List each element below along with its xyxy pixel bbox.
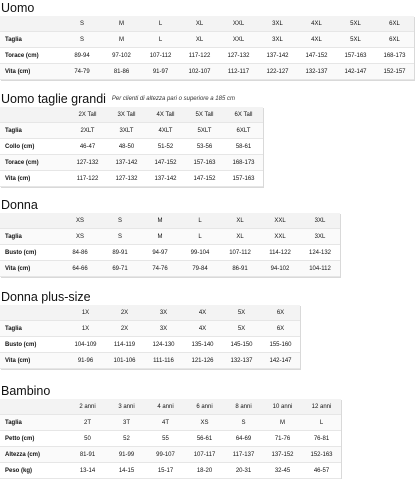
table-cell: 94-102 <box>260 261 300 277</box>
row-label: Torace (cm) <box>0 155 68 171</box>
table-cell: M <box>102 32 141 48</box>
row-label: Vita (cm) <box>0 353 66 369</box>
table-cell: 137-142 <box>107 155 146 171</box>
table-cell: XXL <box>219 32 258 48</box>
table-cell: 127-132 <box>107 171 146 187</box>
row-label: Petto (cm) <box>0 431 68 447</box>
row-label: Peso (kg) <box>0 463 68 479</box>
header-cell: 5X <box>222 305 261 321</box>
header-cell <box>0 305 66 321</box>
table-cell: 3X <box>144 321 183 337</box>
header-cell: 4 anni <box>146 399 185 415</box>
table-cell: S <box>62 32 102 48</box>
size-table-uomo-taglie-grandi <box>0 107 263 187</box>
table-cell: 135-140 <box>183 337 222 353</box>
table-cell: 107-112 <box>141 48 180 64</box>
row-label: Taglia <box>0 415 68 431</box>
header-cell: 12 anni <box>302 399 341 415</box>
section-title-text: Bambino <box>1 384 51 398</box>
table-row <box>0 245 340 261</box>
table-cell: 50 <box>68 431 107 447</box>
table-cell: 69-71 <box>100 261 140 277</box>
table-row <box>0 337 300 353</box>
header-cell: 1X <box>66 305 105 321</box>
size-table-bambino <box>0 399 341 479</box>
table-row <box>0 171 263 187</box>
table-cell: 97-102 <box>102 48 141 64</box>
section-title-text: Uomo <box>1 1 35 15</box>
table-cell: 4XLT <box>146 123 185 139</box>
table-cell: 1X <box>66 321 105 337</box>
header-cell: S <box>100 213 140 229</box>
table-row <box>0 261 340 277</box>
header-cell: 4XL <box>297 16 336 32</box>
header-cell <box>0 399 68 415</box>
table-cell: 53-56 <box>185 139 224 155</box>
table-cell: 81-91 <box>68 447 107 463</box>
table-header-row <box>0 399 341 415</box>
table-row <box>0 32 414 48</box>
table-cell: 84-86 <box>60 245 100 261</box>
table-cell: 6XL <box>375 32 414 48</box>
table-row <box>0 229 340 245</box>
row-label: Taglia <box>0 32 62 48</box>
table-cell: 32-45 <box>263 463 302 479</box>
table-cell: 3XL <box>258 32 297 48</box>
table-row <box>0 64 414 80</box>
table-cell: 117-122 <box>180 48 219 64</box>
row-label: Busto (cm) <box>0 337 66 353</box>
table-cell: 76-81 <box>302 431 341 447</box>
table-cell: 157-163 <box>336 48 375 64</box>
header-cell: 8 anni <box>224 399 263 415</box>
table-cell: 4T <box>146 415 185 431</box>
section-title-donna-plus-size <box>1 290 91 304</box>
table-cell: 5XLT <box>185 123 224 139</box>
row-label: Torace (cm) <box>0 48 62 64</box>
header-cell: 6 anni <box>185 399 224 415</box>
section-note: Per clienti di altezza pari o superiore a 185 cm <box>111 96 235 102</box>
table-cell: 147-152 <box>297 48 336 64</box>
header-cell: 5X Tall <box>185 107 224 123</box>
table-cell: 124-132 <box>300 245 340 261</box>
header-cell: 4X Tall <box>146 107 185 123</box>
table-cell: 114-122 <box>260 245 300 261</box>
table-cell: 81-86 <box>102 64 141 80</box>
header-cell: 3X <box>144 305 183 321</box>
table-row <box>0 353 300 369</box>
row-label: Collo (cm) <box>0 139 68 155</box>
table-cell: 18-20 <box>185 463 224 479</box>
row-label: Taglia <box>0 321 66 337</box>
table-cell: 124-130 <box>144 337 183 353</box>
table-cell: 86-91 <box>220 261 260 277</box>
header-cell: XS <box>60 213 100 229</box>
table-cell: 152-163 <box>302 447 341 463</box>
table-cell: 112-117 <box>219 64 258 80</box>
table-cell: 137-142 <box>258 48 297 64</box>
table-cell: 168-173 <box>224 155 263 171</box>
row-label: Busto (cm) <box>0 245 60 261</box>
table-cell: 13-14 <box>68 463 107 479</box>
header-cell: L <box>180 213 220 229</box>
table-cell: 71-76 <box>263 431 302 447</box>
table-row <box>0 48 414 64</box>
row-label: Altezza (cm) <box>0 447 68 463</box>
header-cell: XXL <box>219 16 258 32</box>
header-cell: 2X Tall <box>68 107 107 123</box>
table-cell: 74-79 <box>62 64 102 80</box>
row-label: Vita (cm) <box>0 171 68 187</box>
table-cell: XL <box>220 229 260 245</box>
table-cell: 142-147 <box>261 353 300 369</box>
table-cell: 137-142 <box>146 171 185 187</box>
table-cell: 15-17 <box>146 463 185 479</box>
size-table-donna <box>0 213 340 277</box>
table-cell: M <box>263 415 302 431</box>
header-cell: XL <box>180 16 219 32</box>
table-row <box>0 463 341 479</box>
table-cell: 117-137 <box>224 447 263 463</box>
table-cell: 91-97 <box>141 64 180 80</box>
table-cell: L <box>180 229 220 245</box>
table-row <box>0 321 300 337</box>
header-cell: 5XL <box>336 16 375 32</box>
table-cell: 142-147 <box>336 64 375 80</box>
table-row <box>0 415 341 431</box>
table-cell: 137-152 <box>263 447 302 463</box>
section-title-text: Uomo taglie grandi <box>1 92 106 106</box>
table-cell: 2XLT <box>68 123 107 139</box>
table-cell: 132-137 <box>297 64 336 80</box>
table-cell: 157-163 <box>185 155 224 171</box>
header-cell: 3XL <box>300 213 340 229</box>
section-title-text: Donna <box>1 198 38 212</box>
table-cell: 55 <box>146 431 185 447</box>
table-cell: 168-173 <box>375 48 414 64</box>
table-cell: L <box>141 32 180 48</box>
table-row <box>0 123 263 139</box>
table-cell: 94-97 <box>140 245 180 261</box>
table-cell: 4XL <box>297 32 336 48</box>
table-cell: 5X <box>222 321 261 337</box>
header-cell: 3X Tall <box>107 107 146 123</box>
table-cell: XL <box>180 32 219 48</box>
header-cell <box>0 16 62 32</box>
table-row <box>0 139 263 155</box>
table-cell: 117-122 <box>68 171 107 187</box>
section-title-donna <box>1 198 38 212</box>
header-cell: 3XL <box>258 16 297 32</box>
table-cell: 127-132 <box>219 48 258 64</box>
table-cell: 89-91 <box>100 245 140 261</box>
table-cell: 155-160 <box>261 337 300 353</box>
table-cell: 114-119 <box>105 337 144 353</box>
table-cell: 56-61 <box>185 431 224 447</box>
header-cell: M <box>140 213 180 229</box>
header-cell: 3 anni <box>107 399 146 415</box>
table-cell: 107-112 <box>220 245 260 261</box>
table-cell: 14-15 <box>107 463 146 479</box>
table-cell: 6XLT <box>224 123 263 139</box>
table-cell: S <box>100 229 140 245</box>
header-cell: L <box>141 16 180 32</box>
table-cell: 104-109 <box>66 337 105 353</box>
table-cell: 101-106 <box>105 353 144 369</box>
table-cell: 102-107 <box>180 64 219 80</box>
header-cell <box>0 213 60 229</box>
table-cell: 58-61 <box>224 139 263 155</box>
size-table-donna-plus-size <box>0 305 300 369</box>
table-cell: 89-94 <box>62 48 102 64</box>
table-header-row <box>0 16 414 32</box>
table-cell: 127-132 <box>68 155 107 171</box>
table-cell: 20-31 <box>224 463 263 479</box>
table-cell: 132-137 <box>222 353 261 369</box>
header-cell: 6X <box>261 305 300 321</box>
row-label: Vita (cm) <box>0 261 60 277</box>
header-cell: 10 anni <box>263 399 302 415</box>
header-cell: M <box>102 16 141 32</box>
table-cell: 99-104 <box>180 245 220 261</box>
table-cell: 3XLT <box>107 123 146 139</box>
table-cell: 91-99 <box>107 447 146 463</box>
section-title-uomo <box>1 1 34 15</box>
table-cell: XS <box>60 229 100 245</box>
table-cell: 2X <box>105 321 144 337</box>
row-label: Taglia <box>0 229 60 245</box>
table-cell: 2T <box>68 415 107 431</box>
row-label: Vita (cm) <box>0 64 62 80</box>
table-cell: S <box>224 415 263 431</box>
table-cell: M <box>140 229 180 245</box>
table-cell: 147-152 <box>185 171 224 187</box>
header-cell: 6XL <box>375 16 414 32</box>
table-cell: 3T <box>107 415 146 431</box>
table-cell: 4X <box>183 321 222 337</box>
table-cell: XXL <box>260 229 300 245</box>
table-cell: 5XL <box>336 32 375 48</box>
table-cell: 99-107 <box>146 447 185 463</box>
table-cell: 51-52 <box>146 139 185 155</box>
table-cell: 48-50 <box>107 139 146 155</box>
table-cell: 91-96 <box>66 353 105 369</box>
table-cell: 147-152 <box>146 155 185 171</box>
header-cell: XXL <box>260 213 300 229</box>
table-cell: 121-126 <box>183 353 222 369</box>
table-cell: 3XL <box>300 229 340 245</box>
table-cell: 74-76 <box>140 261 180 277</box>
table-cell: 145-150 <box>222 337 261 353</box>
section-title-text: Donna plus-size <box>1 290 91 304</box>
size-table-uomo <box>0 16 414 80</box>
table-cell: XS <box>185 415 224 431</box>
table-cell: 46-47 <box>68 139 107 155</box>
header-cell: 6X Tall <box>224 107 263 123</box>
table-cell: 107-117 <box>185 447 224 463</box>
table-row <box>0 155 263 171</box>
table-header-row <box>0 213 340 229</box>
table-row <box>0 447 341 463</box>
row-label: Taglia <box>0 123 68 139</box>
table-cell: 64-66 <box>60 261 100 277</box>
section-title-uomo-taglie-grandi <box>1 92 235 106</box>
table-cell: 52 <box>107 431 146 447</box>
table-cell: 111-116 <box>144 353 183 369</box>
header-cell: 2X <box>105 305 144 321</box>
table-cell: 104-112 <box>300 261 340 277</box>
table-row <box>0 431 341 447</box>
table-cell: 157-163 <box>224 171 263 187</box>
header-cell: S <box>62 16 102 32</box>
table-cell: 6X <box>261 321 300 337</box>
header-cell: XL <box>220 213 260 229</box>
table-cell: 152-157 <box>375 64 414 80</box>
table-cell: 122-127 <box>258 64 297 80</box>
table-cell: 79-84 <box>180 261 220 277</box>
header-cell: 2 anni <box>68 399 107 415</box>
header-cell: 4X <box>183 305 222 321</box>
table-cell: L <box>302 415 341 431</box>
table-header-row <box>0 305 300 321</box>
table-cell: 46-57 <box>302 463 341 479</box>
section-title-bambino <box>1 384 50 398</box>
table-cell: 64-69 <box>224 431 263 447</box>
table-header-row <box>0 107 263 123</box>
header-cell <box>0 107 68 123</box>
